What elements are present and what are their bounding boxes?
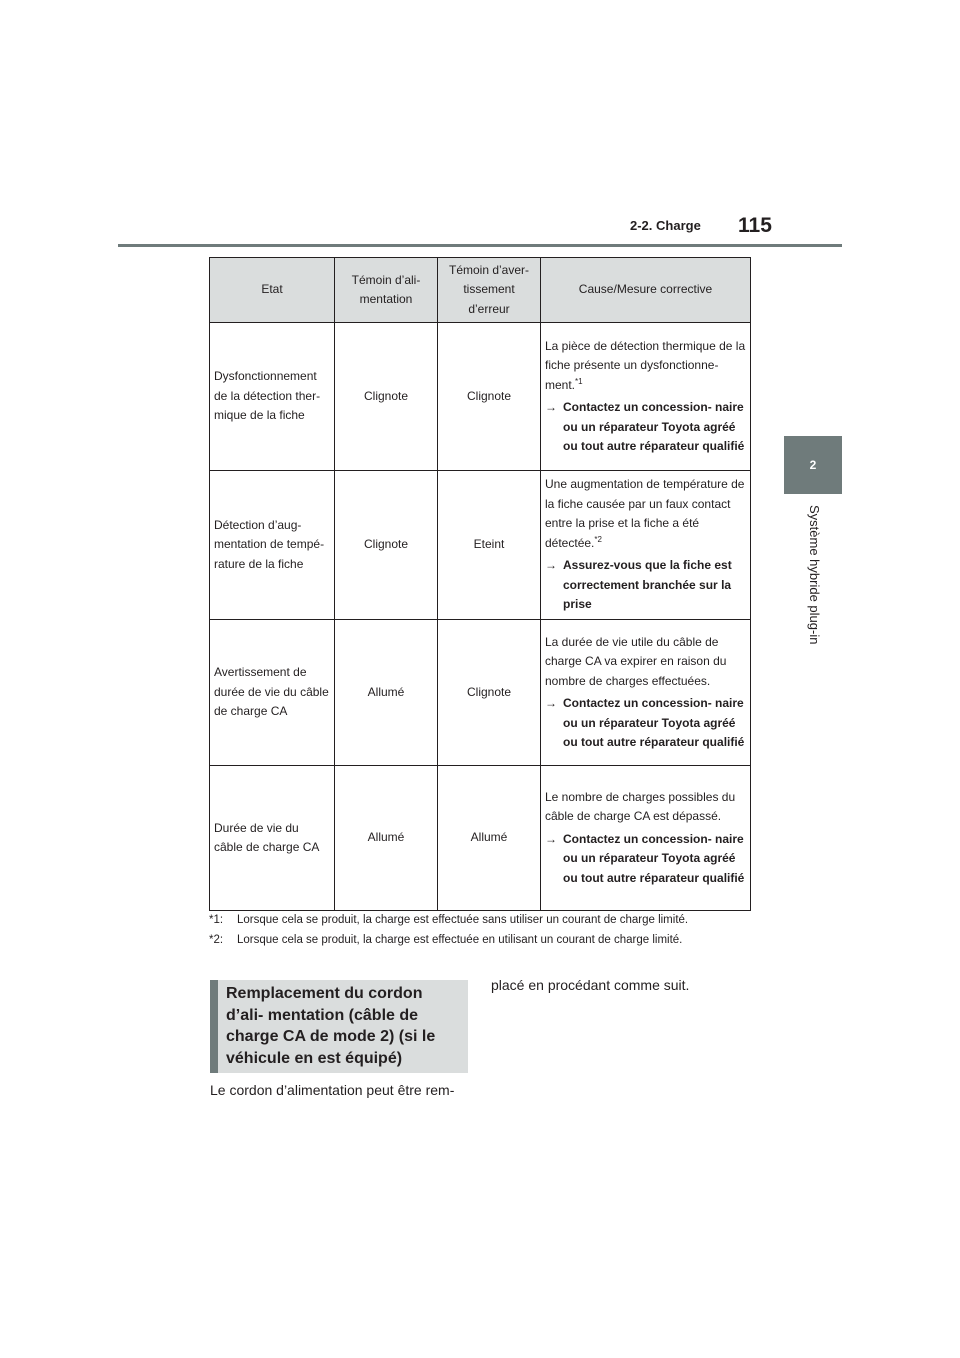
footnotes: [209, 914, 769, 954]
cell-etat: Durée de vie du câble de charge CA: [210, 766, 335, 911]
action-text: Assurez-vous que la fiche est correctement branchée sur la prise: [563, 558, 732, 612]
action-text: Contactez un concession- naire ou un réparateur Toyota agréé ou tout autre réparateur qualifié: [563, 400, 745, 453]
cell-etat: Détection d’aug- mentation de tempé- rature de la fiche: [210, 471, 335, 620]
table-row: [210, 766, 751, 911]
cell-alim: Clignote: [335, 471, 438, 620]
section-heading-box: [210, 980, 468, 1073]
cell-etat: Dysfonctionnement de la détection ther- mique de la fiche: [210, 323, 335, 471]
cell-erreur: Allumé: [438, 766, 541, 911]
action-line: [545, 398, 746, 457]
section-title: 2-2. Charge: [630, 218, 701, 233]
cell-erreur: Eteint: [438, 471, 541, 620]
page-number: 115: [738, 214, 772, 237]
arrow-icon: →: [545, 558, 557, 573]
action-line: [545, 694, 746, 753]
table-row: [210, 323, 751, 471]
table-header-row: [210, 258, 751, 323]
cell-alim: Allumé: [335, 766, 438, 911]
header-temoin-alimentation: Témoin d’ali- mentation: [335, 258, 438, 323]
footnote: [209, 934, 769, 946]
cell-alim: Clignote: [335, 323, 438, 471]
cause-text: Le nombre de charges possibles du câble de charge CA est dépassé.: [545, 789, 736, 824]
section-heading-title: Remplacement du cordon d’ali- mentation (câble de charge CA de mode 2) (si le véhicule en est équipé): [226, 985, 436, 1067]
action-line: [545, 556, 746, 615]
header-cause: Cause/Mesure corrective: [541, 258, 751, 323]
arrow-icon: →: [545, 831, 557, 846]
footnote-mark: *1:: [209, 914, 224, 926]
cause-text: Une augmentation de température de la fiche causée par un faux contact entre la prise et la fiche a été détectée.: [545, 477, 745, 550]
footnote-text: Lorsque cela se produit, la charge est effectuée en utilisant un courant de charge limité.: [237, 934, 683, 946]
cell-etat: Avertissement de durée de vie du câble de charge CA: [210, 620, 335, 766]
table-row: [210, 620, 751, 766]
cell-cause: [541, 620, 751, 766]
action-text: Contactez un concession- naire ou un réparateur Toyota agréé ou tout autre réparateur qualifié: [563, 696, 745, 749]
chapter-tab-number: 2: [809, 458, 817, 472]
status-table: [209, 257, 751, 911]
body-paragraph-left: Le cordon d’alimentation peut être rem-: [210, 1082, 455, 1098]
action-line: [545, 830, 746, 889]
chapter-tab[interactable]: [784, 436, 842, 494]
action-text: Contactez un concession- naire ou un réparateur Toyota agréé ou tout autre réparateur qualifié: [563, 831, 745, 885]
arrow-icon: →: [545, 696, 557, 710]
footnote-mark: *2:: [209, 934, 224, 946]
table-row: [210, 471, 751, 620]
header-rule: [118, 244, 842, 247]
cell-erreur: Clignote: [438, 620, 541, 766]
cause-text: La durée de vie utile du câble de charge CA va expirer en raison du nombre de charges effectuées.: [545, 634, 727, 688]
cell-cause: [541, 323, 751, 471]
cell-cause: [541, 766, 751, 911]
cell-erreur: Clignote: [438, 323, 541, 471]
header-temoin-erreur: Témoin d’aver- tissement d’erreur: [438, 258, 541, 323]
cause-text: La pièce de détection thermique de la fiche présente un dysfonctionne- ment.: [545, 338, 746, 392]
chapter-side-label: Système hybride plug-in: [807, 505, 822, 645]
footnote: [209, 914, 769, 926]
header-etat: Etat: [210, 258, 335, 323]
cause-footnote-ref: *1: [575, 376, 583, 386]
arrow-icon: →: [545, 400, 557, 414]
cell-alim: Allumé: [335, 620, 438, 766]
body-paragraph-right: placé en procédant comme suit.: [491, 977, 690, 993]
footnote-text: Lorsque cela se produit, la charge est effectuée sans utiliser un courant de charge limité.: [237, 914, 689, 926]
cell-cause: [541, 471, 751, 620]
cause-footnote-ref: *2: [594, 534, 602, 544]
